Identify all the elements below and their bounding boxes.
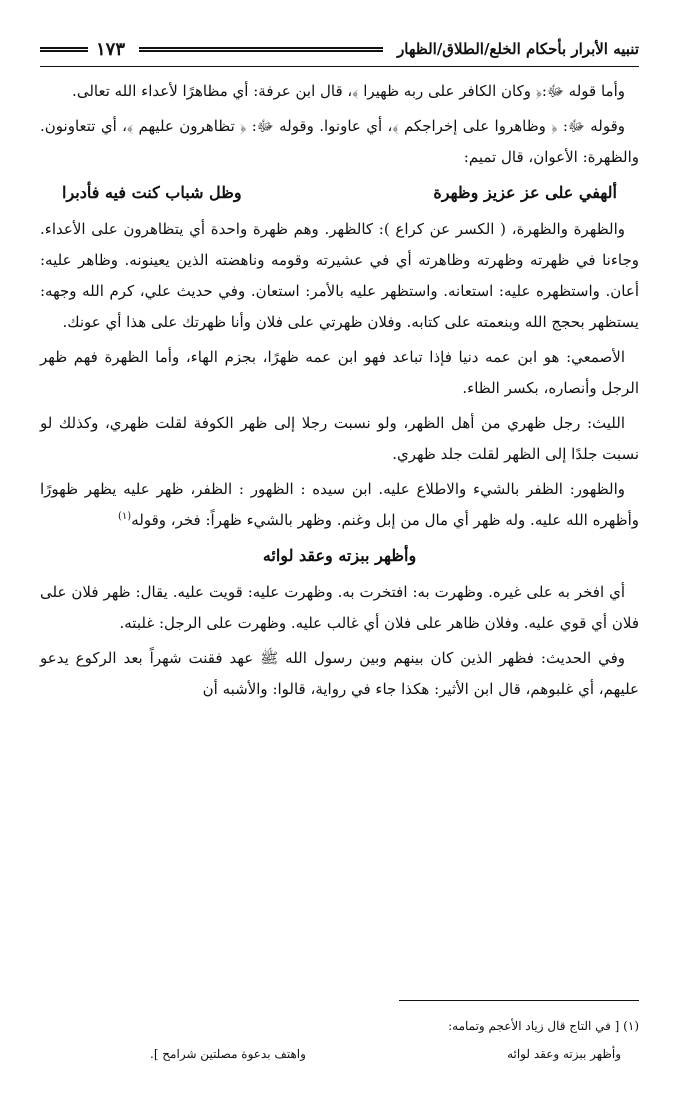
paragraph-8: وفي الحديث: فظهر الذين كان بينهم وبين رسول الله ﷺ عهد فقنت شهراً بعد الركوع يدعو عليهم، أي غلبوهم، قال ابن الأثير: هكذا جاء في رواية، قالوا: والأشبه أن <box>40 649 639 698</box>
paragraph-4: الأصمعي: هو ابن عمه دنيا فإذا تباعد فهو ابن عمه ظهرًا، بجزم الهاء، وأما الظهرة فهم ظهر الرجل وأنصاره، بكسر الظاء. <box>40 348 639 397</box>
footnote <box>40 1012 639 1068</box>
footnote-verse <box>150 1040 621 1068</box>
footnote-separator <box>399 1000 639 1001</box>
paragraph-6 <box>40 474 639 536</box>
running-header <box>40 34 639 64</box>
paragraph-1: وأما قوله ﷻ:﴿ وكان الكافر على ربه ظهيرا ﴾، قال ابن عرفة: أي مظاهرًا لأعداء الله تعالى. <box>72 82 625 100</box>
verse-1-second-hemistich: وظل شباب كنت فيه فأدبرا <box>62 183 242 202</box>
verse-1-first-hemistich: ألهفي على عز عزيز وظهرة <box>433 183 617 202</box>
main-text <box>40 76 639 709</box>
paragraph-7: أي افخر به على غيره. وظهرت به: افتخرت به. وظهرت عليه: قويت عليه. يقال: ظهر فلان على فلان أي قوي عليه. وفلان ظاهر على فلان أي غالب عليه. وظهرت على الرجل: غلبته. <box>40 583 639 632</box>
paragraph-3: والظهرة والظهرة، ( الكسر عن كراع ): كالظهر. وهم ظهرة واحدة أي يتظاهرون على الأعداء. وجاءنا في ظهرته وظهرته وظاهرته أي في عشيرته وقومه وناهضته الذين يعينونه. وظاهر عليه: أعان. واستظهره عليه: استعانه. واستظهر عليه بالأمر: استعان. وفي حديث علي، كرم الله وجهه: يستظهر بحجج الله وبنعمته على كتابه. وفلان ظهرتي على فلان وأنا ظهرتك على هذا أي عونك. <box>40 220 639 331</box>
poem-verse-1 <box>62 177 617 208</box>
running-title: تنبيه الأبرار بأحكام الخلع/الطلاق/الظهار <box>397 40 639 58</box>
footnote-verse-second: واهتف بدعوة مصلتين شرامح ]. <box>150 1047 306 1061</box>
footnote-line-1: (١) [ في التاج قال زياد الأعجم وتمامه: <box>448 1019 639 1033</box>
paragraph-5: الليث: رجل ظهري من أهل الظهر، ولو نسبت رجلا إلى ظهر الكوفة لقلت ظهري، وكذلك لو نسبت جلدًا إلى الظهر لقلت جلد ظهري. <box>40 414 639 463</box>
footnote-verse-first: وأظهر ببزته وعقد لوائه <box>507 1047 621 1061</box>
paragraph-6-text: والظهور: الظفر بالشيء والاطلاع عليه. ابن سيده : الظهور : الظفر، ظهر عليه يظهر ظهورًا وأظهره الله عليه. وله ظهر أي مال من إبل وغنم. وظهر بالشيء ظهراً: فخر، وقوله <box>40 480 639 529</box>
header-rule-long <box>139 47 383 52</box>
page-number: ١٧٣ <box>96 38 126 60</box>
header-rule-short <box>40 47 88 52</box>
footnote-marker: (١) <box>118 511 132 522</box>
poem-verse-2: وأظهر ببزته وعقد لوائه <box>262 546 417 565</box>
paragraph-2: وقوله ﷻ: ﴿ وظاهروا على إخراجكم ﴾، أي عاونوا. وقوله ﷻ: ﴿ تظاهرون عليهم ﴾، أي تتعاونون. والظهرة: الأعوان، قال تميم: <box>40 117 639 166</box>
header-divider <box>40 66 639 67</box>
